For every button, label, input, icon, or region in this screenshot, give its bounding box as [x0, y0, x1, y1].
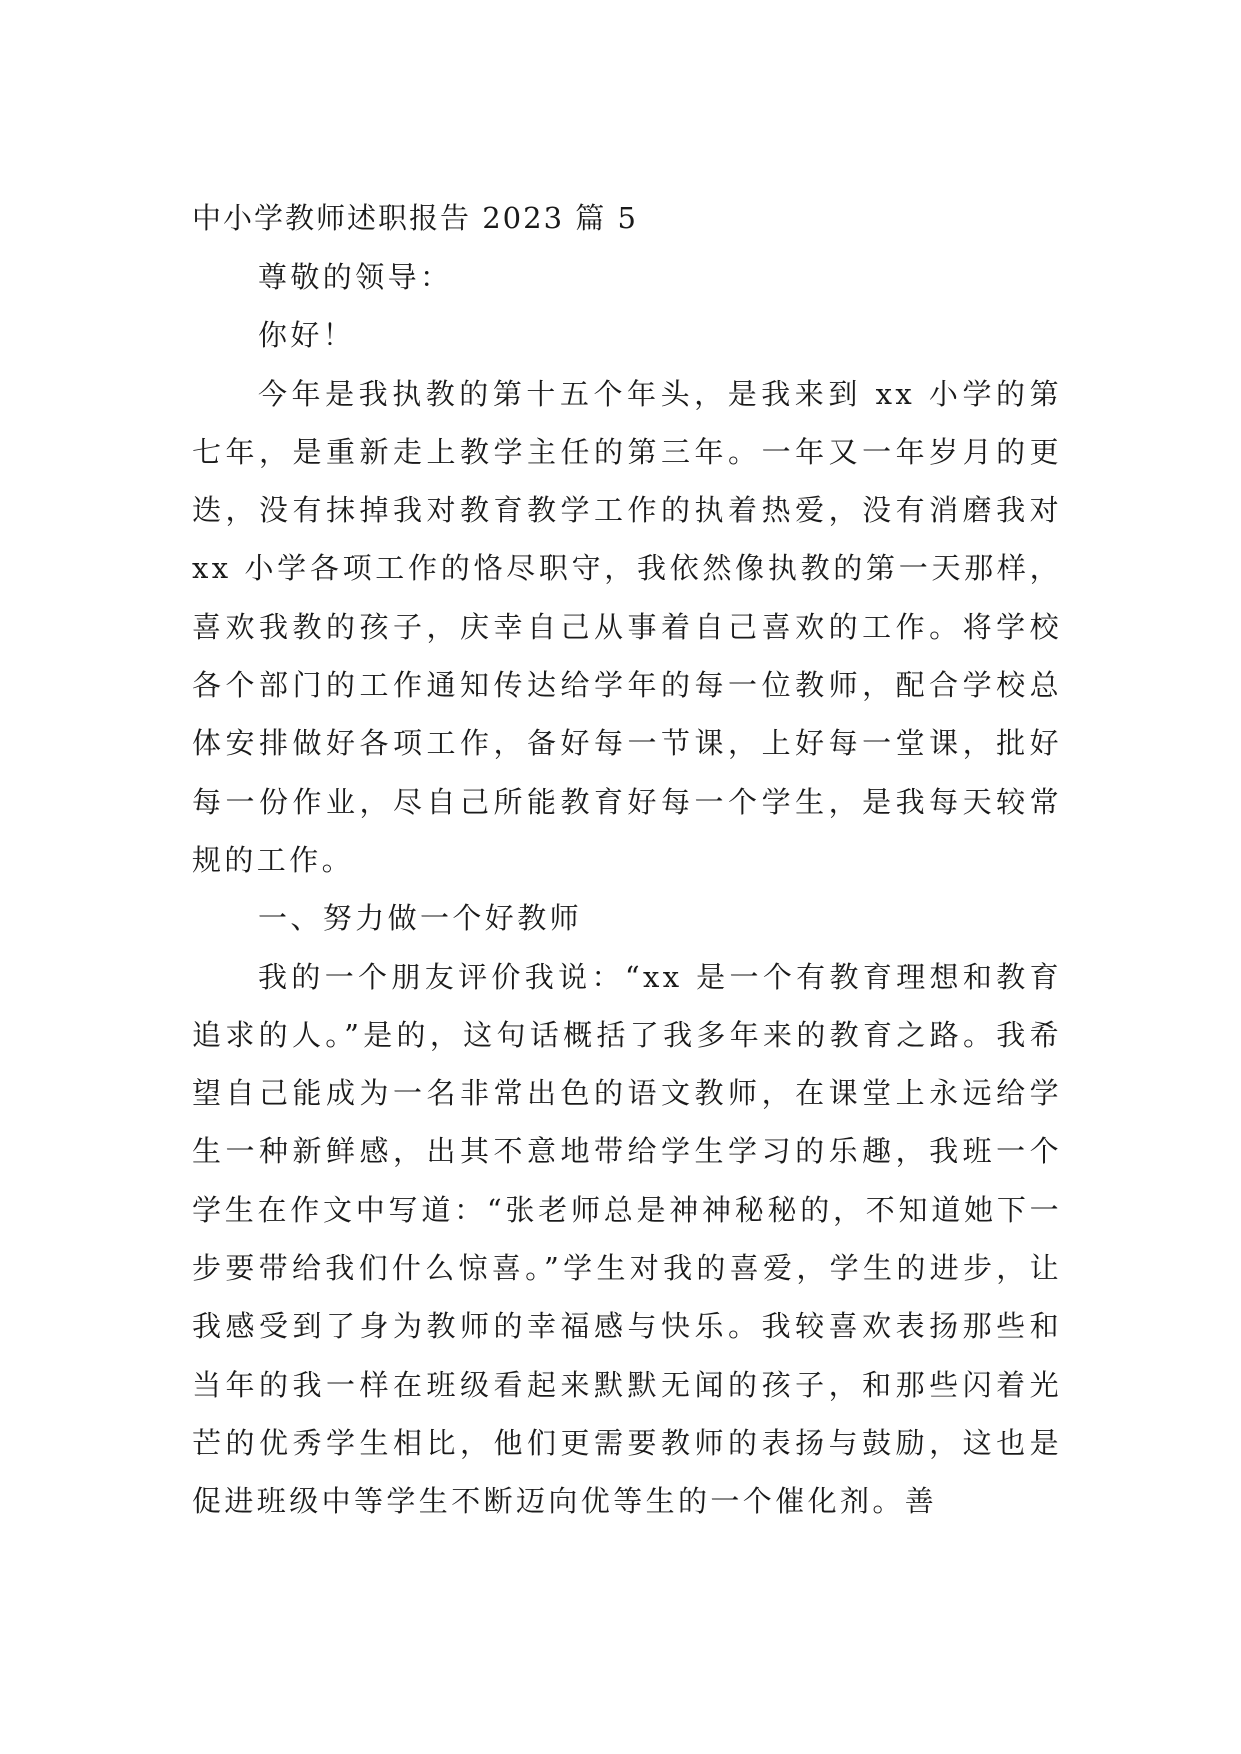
- document-title: 中小学教师述职报告 2023 篇 5: [192, 201, 638, 235]
- section-paragraph: 我的一个朋友评价我说：“xx 是一个有教育理想和教育追求的人。”是的，这句话概括了我多年来的教育之路。我希望自己能成为一名非常出色的语文教师，在课堂上永远给学生一种新鲜感，出其不意地带给学生学习的乐趣，我班一个学生在作文中写道：“张老师总是神神秘秘的，不知道她下一步要带给我们什么惊喜。”学生对我的喜爱，学生的进步，让我感受到了身为教师的幸福感与快乐。我较喜欢表扬那些和当年的我一样在班级看起来默默无闻的孩子，和那些闪着光芒的优秀学生相比，他们更需要教师的表扬与鼓励，这也是促进班级中等学生不断迈向优等生的一个催化剂。善: [192, 959, 1062, 1519]
- section-heading: 一、努力做一个好教师: [258, 901, 583, 936]
- greeting: 你好！: [258, 318, 356, 353]
- intro-paragraph: 今年是我执教的第十五个年头，是我来到 xx 小学的第七年，是重新走上教学主任的第三年。一年又一年岁月的更迭，没有抹掉我对教育教学工作的执着热爱，没有消磨我对 xx 小学各项工作的恪尽职守，我依然像执教的第一天那样，喜欢我教的孩子，庆幸自己从事着自己喜欢的工作。将学校各个部门的工作通知传达给学年的每一位教师，配合学校总体安排做好各项工作，备好每一节课，上好每一堂课，批好每一份作业，尽自己所能教育好每一个学生，是我每天较常规的工作。: [192, 376, 1062, 877]
- salutation: 尊敬的领导：: [258, 260, 453, 294]
- document-body: [192, 248, 1062, 1531]
